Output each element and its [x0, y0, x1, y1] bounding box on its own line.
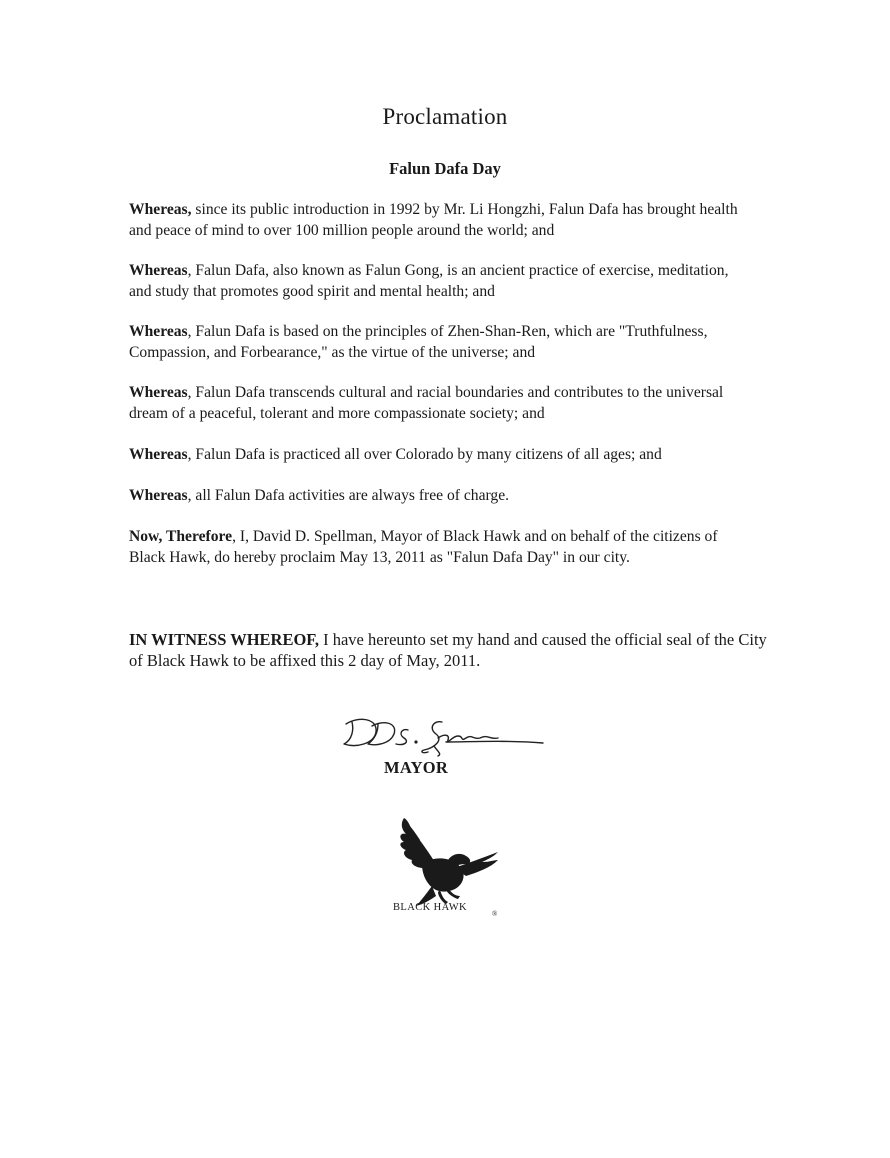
clause-lead: Whereas [129, 323, 188, 340]
clause-lead: Whereas [129, 384, 188, 401]
whereas-clause [129, 486, 744, 507]
signature-title: MAYOR [384, 758, 449, 777]
document-subtitle: Falun Dafa Day [389, 159, 501, 178]
whereas-clause [129, 200, 744, 241]
registered-mark: ® [492, 910, 498, 918]
document-title: Proclamation [382, 104, 508, 129]
proclamation-clause [129, 527, 744, 568]
whereas-clause [129, 445, 744, 466]
witness-clause [129, 629, 769, 671]
clause-lead: Whereas [129, 262, 188, 279]
clause-text: , Falun Dafa transcends cultural and racial boundaries and contributes to the universal dream of a peaceful, tolerant and more compassionate society; and [129, 384, 724, 422]
clause-lead: Whereas [129, 446, 188, 463]
seal-name: BLACK HAWK [393, 902, 468, 913]
clause-text: , I, David D. Spellman, Mayor of Black Hawk and on behalf of the citizens of Black Hawk, do hereby proclaim May 13, 2011 as "Falun Dafa Day" in our city. [129, 528, 718, 566]
whereas-clause [129, 261, 744, 302]
mayor-signature [338, 712, 548, 758]
clause-lead: Whereas [129, 487, 188, 504]
clause-text: , Falun Dafa is based on the principles of Zhen-Shan-Ren, which are "Truthfulness, Compassion, and Forbearance," as the virtue of the universe; and [129, 323, 708, 361]
whereas-clause [129, 383, 744, 424]
clause-text: , Falun Dafa, also known as Falun Gong, is an ancient practice of exercise, meditation, and study that promotes good spirit and mental health; and [129, 262, 729, 300]
witness-lead: IN WITNESS WHEREOF, [129, 630, 319, 649]
witness-text: I have hereunto set my hand and caused the official seal of the City of Black Hawk to be affixed this 2 day of May, 2011. [129, 630, 767, 670]
clause-text: since its public introduction in 1992 by Mr. Li Hongzhi, Falun Dafa has brought health and peace of mind to over 100 million people around the world; and [129, 201, 738, 239]
clause-lead: Now, Therefore [129, 528, 233, 545]
clause-text: , all Falun Dafa activities are always free of charge. [187, 487, 510, 504]
whereas-clause [129, 322, 744, 363]
clause-text: , Falun Dafa is practiced all over Colorado by many citizens of all ages; and [187, 446, 662, 463]
clause-lead: Whereas, [129, 201, 192, 218]
